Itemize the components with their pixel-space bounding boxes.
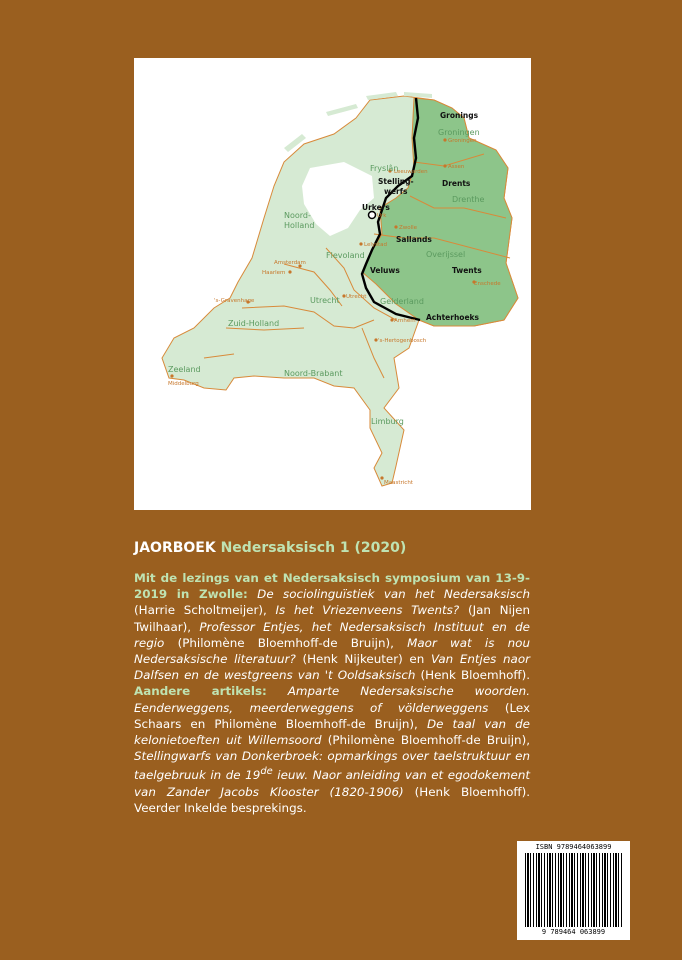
label-s-gravenhage: 's-Gravenhage [214,298,255,304]
label-zwolle: Zwolle [399,225,418,231]
map-panel [134,58,531,510]
label-flevoland: Flevoland [326,251,365,260]
blurb-author-3: (Philomène Bloemhoff-de Bruijn), [177,635,394,650]
title-main: Nedersaksisch 1 (2020) [220,540,407,556]
blurb-title-7: De taal van de kelonietoeften uit Willemsoord [134,716,530,748]
blurb-title-4: Maor wat is nou Nedersaksische literatuur? [134,635,530,667]
label-assen: Assen [448,164,465,170]
blurb-title-2: Is het Vriezenveens Twents? [275,603,460,618]
label-noord-brabant: Noord-Brabant [284,369,343,378]
blurb-title-8a: Stellingwarfs van Donkerbroek: opmarkings over taelstruktuur en taelgebruuk in de 19 [134,749,530,783]
isbn-barcode [517,841,630,940]
title-prefix: JAORBOEK [134,540,216,556]
label-noord-holland-1: Noord- [284,211,311,220]
label-zuid-holland: Zuid-Holland [228,319,280,328]
label-leeuwarden: Leeuwarden [394,169,428,175]
label-achterhoeks: Achterhoeks [426,313,479,322]
blurb-author-5: (Henk Bloemhoff). [420,668,531,683]
blurb-title-8-sup: de [260,766,273,778]
label-veluws: Veluws [370,266,400,275]
label-urkers: Urkers [362,203,390,212]
label-middelburg: Middelburg [168,381,199,387]
ean-digits: 9 789464 063899 [541,928,606,936]
urk-marker [369,212,376,219]
book-title [134,540,406,556]
label-urk: Urk [377,213,387,219]
blurb-title-8b: ieuw. Naor anleiding van et egodokement van Zander Jacobs Klooster (1820-1906) [134,768,531,799]
label-arnhem: Arnhem [394,318,416,324]
label-zeeland: Zeeland [168,365,201,374]
label-gelderland: Gelderland [380,297,424,306]
label-enschede: Enschede [474,281,501,287]
label-overijssel: Overijssel [426,250,466,259]
blurb-author-7: (Philomène Bloemhoff-de Bruijn), [327,733,530,748]
label-maastricht: Maastricht [384,480,413,486]
label-amsterdam: Amsterdam [274,260,306,266]
isbn-text: ISBN 9789464063899 [535,843,612,851]
label-stellingwerfs-1: Stelling- [378,177,414,186]
blurb-title-1: De sociolinguïstiek van het Nedersaksisch [257,587,530,602]
netherlands-map [134,58,531,510]
blurb-author-2: (Jan Nijen Twilhaar), [134,603,531,634]
label-groningen-province: Groningen [438,128,480,137]
blurb-author-1: (Harrie Scholtmeijer), [134,603,267,618]
label-gronings: Gronings [440,111,479,120]
label-lelystad: Lelystad [364,242,388,248]
label-limburg: Limburg [371,417,404,426]
label-utrecht-town: Utrecht [346,294,367,300]
blurb-title-5: Van Entjes naor Dalfsen en de westgreens van 't Ooldsaksisch [134,652,530,683]
label-fryslan: Fryslân [370,164,399,173]
blurb [134,570,530,816]
blurb-title-6: Amparte Nedersaksische woorden. Eenderweggens, meerderweggens of völderweggens [134,684,530,715]
label-utrecht-province: Utrecht [310,296,340,305]
barcode-bars [525,853,622,927]
label-haarlem: Haarlem [262,270,286,276]
blurb-other-heading: Aandere artikels: [134,684,267,699]
label-stellingwerfs-2: werfs [384,187,408,196]
blurb-author-4: (Henk Nijkeuter) en [302,652,425,667]
blurb-author-6: (Lex Schaars en Philomène Bloemhoff-de Bruijn), [134,700,531,731]
label-noord-holland-2: Holland [284,221,315,230]
label-twents: Twents [452,266,482,275]
label-s-hertogenbosch: 's-Hertogenbosch [378,338,427,344]
blurb-author-8: (Henk Bloemhoff). Veerder Inkelde besprekings. [134,784,530,815]
label-groningen-town: Groningen [448,138,477,144]
blurb-title-3: Professor Entjes, het Nedersaksisch Instituut en de regio [134,619,530,650]
blurb-intro: Mit de lezings van et Nedersaksisch symposium van 13-9-2019 in Zwolle: [134,571,530,602]
label-drents: Drents [442,179,471,188]
label-drenthe: Drenthe [452,195,485,204]
label-sallands: Sallands [396,235,432,244]
